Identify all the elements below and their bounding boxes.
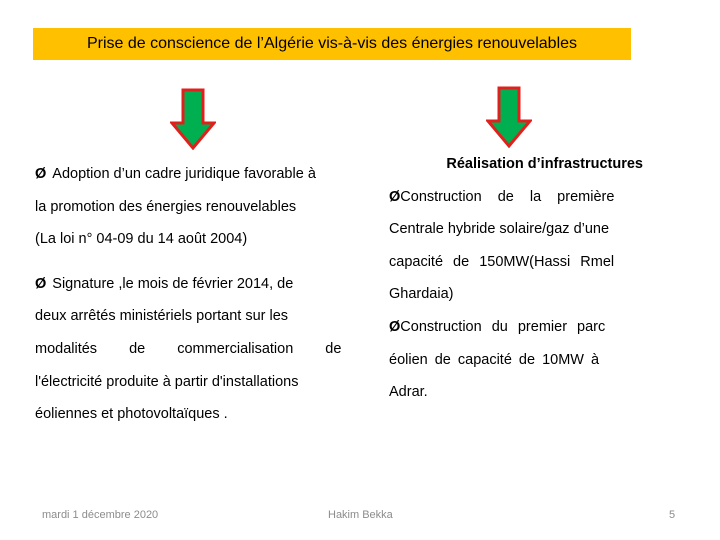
left-item-2-line-5: éoliennes et photovoltaïques . bbox=[35, 406, 228, 423]
left-item-2 bbox=[35, 268, 355, 431]
bullet-icon: Ø bbox=[389, 188, 401, 205]
slide-title-text: Prise de conscience de l’Algérie vis-à-vis des énergies renouvelables bbox=[86, 35, 578, 52]
right-item-2-line-2: éolien de capacité de 10MW à bbox=[389, 351, 600, 368]
down-arrow-left-icon bbox=[170, 88, 216, 150]
right-item-2-line-3: Adrar. bbox=[389, 384, 428, 401]
down-arrow-right-icon bbox=[486, 86, 532, 148]
right-item-1-line-4: Ghardaia) bbox=[389, 286, 454, 303]
left-item-2-line-4: l'électricité produite à partir d'installations bbox=[35, 373, 299, 390]
right-column bbox=[389, 148, 643, 409]
footer-page-number: 5 bbox=[669, 509, 676, 521]
bullet-icon: Ø bbox=[35, 275, 47, 292]
right-item-1 bbox=[389, 181, 643, 311]
right-item-1-line-1: Construction de la première bbox=[400, 188, 615, 205]
slide-title bbox=[33, 28, 631, 60]
down-arrow-right-shape bbox=[488, 88, 530, 146]
right-column-heading: Réalisation d’infrastructures bbox=[446, 156, 643, 172]
left-item-1-line-2: la promotion des énergies renouvelables bbox=[35, 198, 297, 215]
down-arrow-left-shape bbox=[172, 90, 214, 148]
left-item-1-line-3: (La loi n° 04-09 du 14 août 2004) bbox=[35, 231, 248, 248]
bullet-icon: Ø bbox=[389, 318, 401, 335]
right-item-1-line-2: Centrale hybride solaire/gaz d’une bbox=[389, 221, 610, 238]
left-item-2-line-1: Signature ,le mois de février 2014, de bbox=[52, 275, 294, 292]
left-item-1-line-1: Adoption d’un cadre juridique favorable à bbox=[52, 166, 316, 182]
left-item-2-line-2: deux arrêtés ministériels portant sur les bbox=[35, 308, 289, 325]
right-item-2 bbox=[389, 311, 643, 409]
left-item-1 bbox=[35, 158, 355, 256]
bullet-icon: Ø bbox=[35, 166, 47, 182]
footer-author: Hakim Bekka bbox=[328, 509, 393, 521]
right-item-2-line-1: Construction du premier parc bbox=[400, 318, 606, 335]
left-column bbox=[35, 158, 355, 431]
left-item-2-line-3: modalités de commercialisation de bbox=[35, 340, 342, 357]
right-item-1-line-3: capacité de 150MW(Hassi Rmel bbox=[389, 253, 615, 270]
footer-date: mardi 1 décembre 2020 bbox=[42, 509, 159, 521]
